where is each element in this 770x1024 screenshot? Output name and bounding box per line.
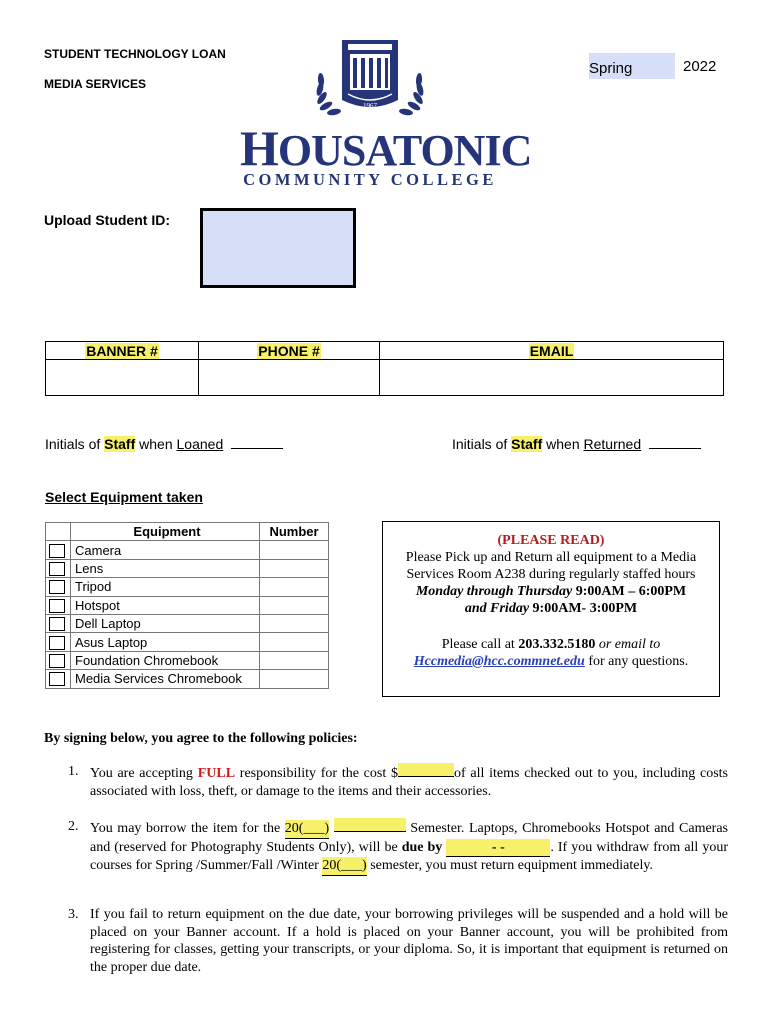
equipment-name: Lens <box>71 559 260 577</box>
upload-id-box[interactable] <box>200 208 356 288</box>
equipment-number-field[interactable] <box>260 651 329 669</box>
building-seal-icon <box>240 36 500 122</box>
equipment-row <box>46 651 329 669</box>
policies-intro: By signing below, you agree to the following policies: <box>44 731 358 746</box>
policy-2: 2. You may borrow the item for the 20(___) Semester. Laptops, Chromebooks Hotspot and Cameras and (reserved for Photography Students Only), will be due by - - . If you withdraw from all your courses for Spring /Summer/Fall /Winter 20(___) semester, you must return equipment immediately. <box>68 818 728 876</box>
equipment-number-field[interactable] <box>260 633 329 651</box>
department-name: MEDIA SERVICES <box>44 77 147 91</box>
college-subtitle: COMMUNITY COLLEGE <box>243 170 497 189</box>
equipment-name: Tripod <box>71 578 260 596</box>
college-logo <box>240 36 532 189</box>
equipment-name: Media Services Chromebook <box>71 670 260 688</box>
contact-table <box>45 341 724 396</box>
withdraw-year-field[interactable]: 20(___) <box>322 857 366 876</box>
initials-returned: Initials of Staff when Returned <box>452 436 701 452</box>
equipment-checkbox[interactable] <box>49 636 65 650</box>
initials-loaned: Initials of Staff when Loaned <box>45 436 283 452</box>
equipment-table <box>45 522 329 689</box>
equipment-name: Asus Laptop <box>71 633 260 651</box>
banner-field[interactable] <box>46 360 199 396</box>
policy-1: 1. You are accepting FULL responsibility for the cost $ of all items checked out to you, including costs associated with loss, theft, or damage to the items and their accessories. <box>68 764 728 799</box>
equipment-name: Foundation Chromebook <box>71 651 260 669</box>
notice-email-line: Hccmedia@hcc.commnet.edu for any questions. <box>413 654 689 669</box>
email-field[interactable] <box>380 360 724 396</box>
equipment-checkbox[interactable] <box>49 672 65 686</box>
email-link[interactable]: Hccmedia@hcc.commnet.edu <box>413 654 585 669</box>
phone-field[interactable] <box>199 360 380 396</box>
equipment-name: Hotspot <box>71 596 260 614</box>
equipment-number-field[interactable] <box>260 541 329 559</box>
equipment-name: Dell Laptop <box>71 614 260 632</box>
equipment-number-field[interactable] <box>260 559 329 577</box>
notice-hours: Monday through Thursday 9:00AM – 6:00PM <box>415 584 687 599</box>
equipment-row <box>46 596 329 614</box>
equipment-row <box>46 614 329 632</box>
equipment-row <box>46 541 329 559</box>
equipment-section-title: Select Equipment taken <box>45 489 203 505</box>
email-header: EMAIL <box>380 342 724 360</box>
equipment-checkbox[interactable] <box>49 544 65 558</box>
equipment-number-field[interactable] <box>260 614 329 632</box>
notice-title: (PLEASE READ) <box>497 533 605 548</box>
notice-line: Services Room A238 during regularly staffed hours <box>406 567 696 582</box>
due-date-field[interactable]: - - <box>446 839 550 858</box>
equipment-column-header: Equipment <box>71 523 260 541</box>
semester-input[interactable] <box>589 53 675 79</box>
equipment-row <box>46 670 329 688</box>
equipment-checkbox[interactable] <box>49 617 65 631</box>
notice-line: Please Pick up and Return all equipment to a Media <box>405 550 697 565</box>
equipment-checkbox[interactable] <box>49 562 65 576</box>
equipment-checkbox[interactable] <box>49 654 65 668</box>
notice-hours: and Friday 9:00AM- 3:00PM <box>464 601 638 616</box>
initials-returned-field[interactable] <box>649 436 701 449</box>
year-label: 2022 <box>683 58 717 75</box>
year-field[interactable]: 20(___) <box>285 820 329 839</box>
banner-header: BANNER # <box>46 342 199 360</box>
college-name: HOUSATONIC <box>240 120 532 176</box>
phone-header: PHONE # <box>199 342 380 360</box>
notice-contact: Please call at 203.332.5180 or email to <box>441 637 661 652</box>
number-column-header: Number <box>260 523 329 541</box>
equipment-number-field[interactable] <box>260 670 329 688</box>
equipment-row <box>46 633 329 651</box>
please-read-notice <box>382 521 720 697</box>
equipment-row <box>46 559 329 577</box>
equipment-checkbox[interactable] <box>49 580 65 594</box>
equipment-number-field[interactable] <box>260 578 329 596</box>
initials-loaned-field[interactable] <box>231 436 283 449</box>
upload-id-label: Upload Student ID: <box>44 212 170 228</box>
form-title: STUDENT TECHNOLOGY LOAN <box>44 47 226 61</box>
equipment-number-field[interactable] <box>260 596 329 614</box>
equipment-name: Camera <box>71 541 260 559</box>
semester-blank[interactable] <box>334 818 406 832</box>
policy-3: 3. If you fail to return equipment on the due date, your borrowing privileges will be suspended and a hold will be placed on your Banner account. If a hold is placed on your Banner account, you will be prohibited from registering for classes, getting your transcripts, or your diploma. So, it is important that equipment is returned on the proper due date. <box>68 907 728 975</box>
logo-year: 1967 <box>363 102 377 110</box>
cost-field[interactable] <box>398 763 454 777</box>
semester-field[interactable] <box>589 53 675 79</box>
equipment-checkbox[interactable] <box>49 599 65 613</box>
equipment-row <box>46 578 329 596</box>
